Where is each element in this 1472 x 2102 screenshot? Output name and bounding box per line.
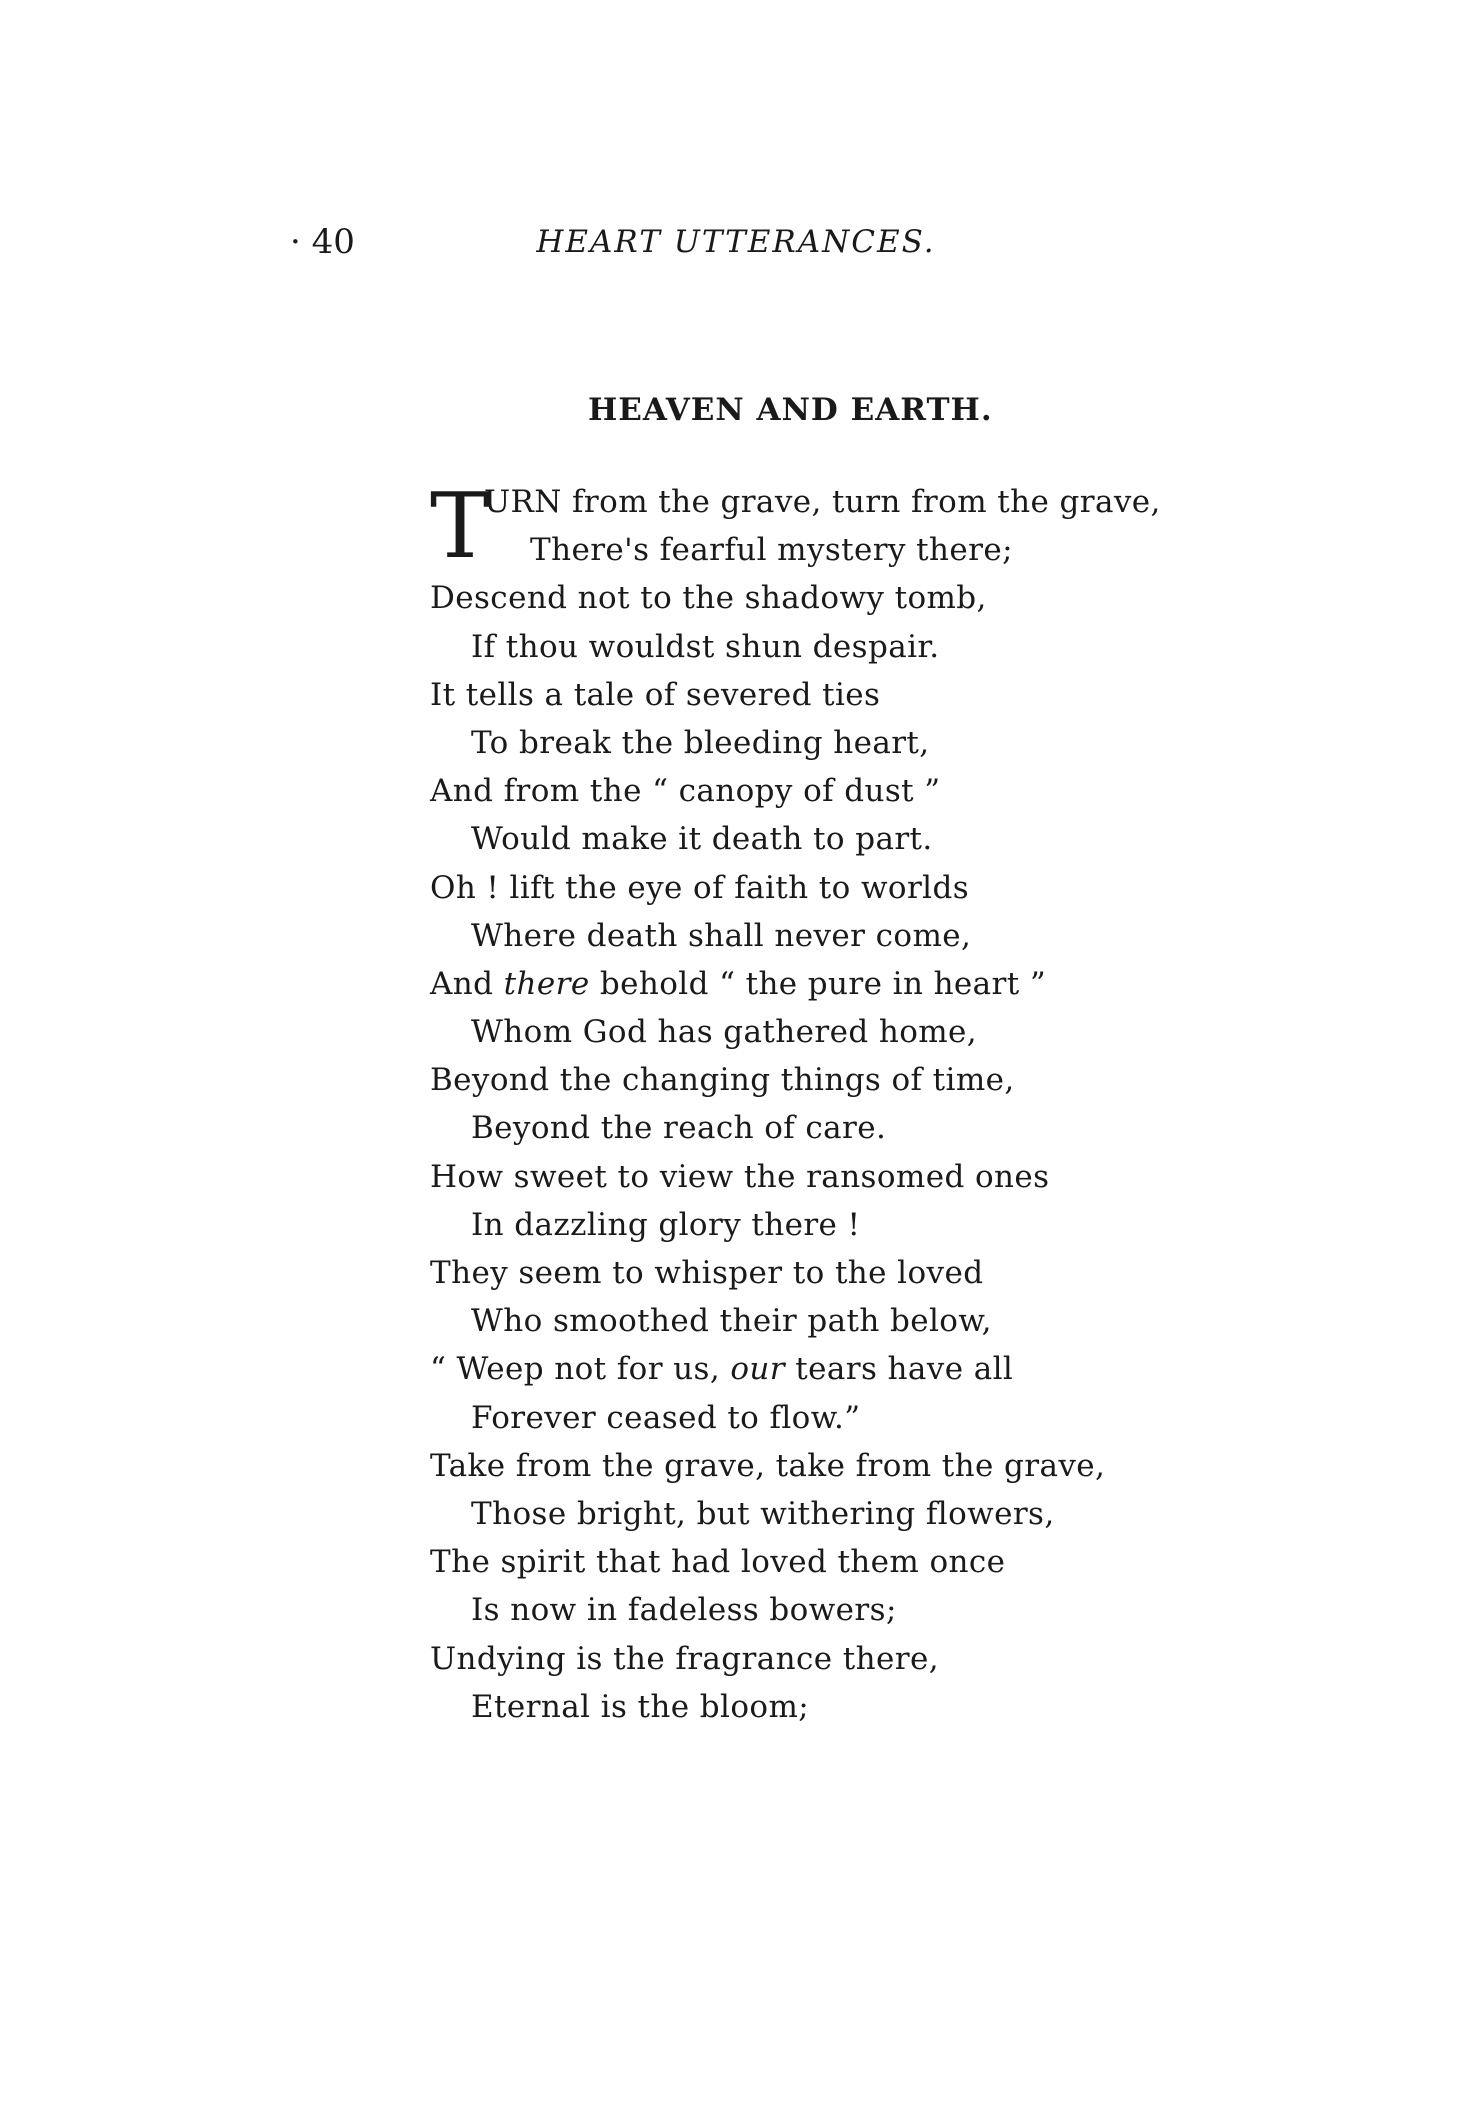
poem-line: URN from the grave, turn from the grave, <box>484 484 1161 520</box>
poem-line <box>430 960 1450 1008</box>
poem-line: The spirit that had loved them once <box>430 1544 1006 1581</box>
opening-lines <box>430 474 1450 579</box>
emphasized-word: our <box>730 1351 786 1388</box>
poem-line: Undying is the fragrance there, <box>430 1640 939 1677</box>
line-text: And <box>430 965 504 1002</box>
poem-line: Would make it death to part. <box>471 821 933 858</box>
poem-line: Beyond the changing things of time, <box>430 1062 1015 1099</box>
emphasized-word: there <box>503 965 590 1002</box>
line-text: behold “ the pure in heart ” <box>589 965 1047 1002</box>
poem-line: How sweet to view the ransomed ones <box>430 1158 1050 1195</box>
poem-line: Those bright, but withering flowers, <box>471 1495 1055 1532</box>
poem-body <box>430 474 1450 1731</box>
poem-line: If thou wouldst shun despair. <box>471 628 940 665</box>
poem-line: It tells a tale of severed ties <box>430 676 881 713</box>
poem-line: Eternal is the bloom; <box>471 1688 810 1725</box>
poem-line: Forever ceased to flow.” <box>471 1399 861 1436</box>
poem-line: There's fearful mystery there; <box>530 532 1013 569</box>
poem-line: To break the bleeding heart, <box>471 724 930 761</box>
poem-line: Take from the grave, take from the grave, <box>430 1447 1106 1484</box>
page-number: · 40 <box>290 222 355 262</box>
poem-line: Descend not to the shadowy tomb, <box>430 580 987 617</box>
running-title: HEART UTTERANCES. <box>536 224 936 260</box>
line-text: “ Weep not for us, <box>430 1351 731 1388</box>
poem-line <box>430 1345 1450 1393</box>
poem-line: Beyond the reach of care. <box>471 1110 887 1147</box>
poem-title: HEAVEN AND EARTH. <box>588 392 993 428</box>
poem-line: They seem to whisper to the loved <box>430 1255 984 1291</box>
poem-line: Oh ! lift the eye of faith to worlds <box>430 869 970 906</box>
poem-line: Whom God has gathered home, <box>471 1014 978 1051</box>
drop-cap-letter: T <box>430 474 491 579</box>
poem-line: Who smoothed their path below, <box>471 1303 992 1340</box>
line-text: tears have all <box>785 1351 1014 1388</box>
poem-line: Is now in fadeless bowers; <box>471 1592 897 1629</box>
poem-line: In dazzling glory there ! <box>471 1206 861 1243</box>
poem-line: And from the “ canopy of dust ” <box>430 773 941 810</box>
poem-line: Where death shall never come, <box>471 917 972 954</box>
